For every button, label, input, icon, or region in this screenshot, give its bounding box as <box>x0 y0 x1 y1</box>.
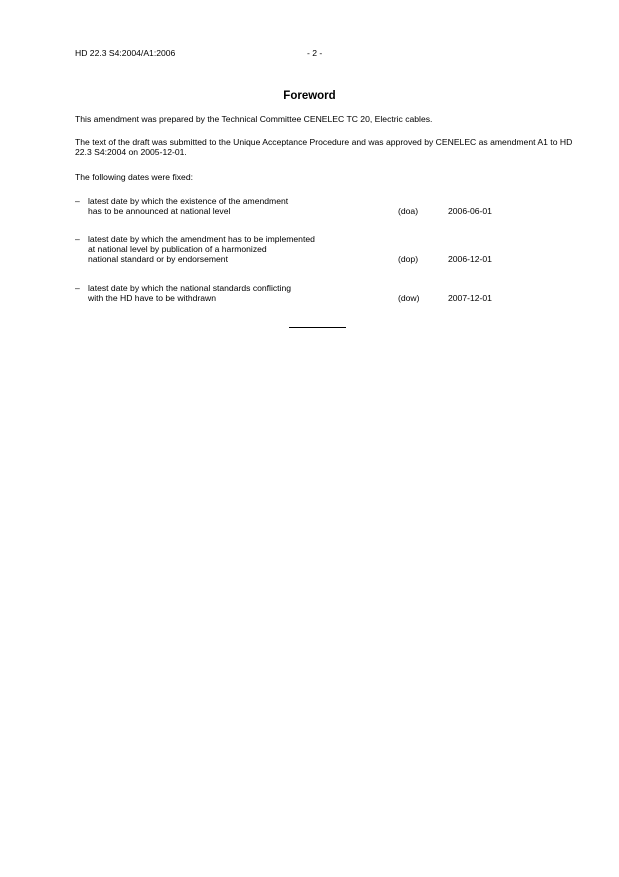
description-line: latest date by which the amendment has to be implemented <box>88 234 315 244</box>
date-value: 2006-06-01 <box>448 206 492 216</box>
date-abbreviation: (dop) <box>398 254 419 264</box>
date-abbreviation: (dow) <box>398 293 420 303</box>
description-line: with the HD have to be withdrawn <box>88 293 217 303</box>
dash-bullet: – <box>75 196 80 206</box>
page-title: Foreword <box>283 90 336 102</box>
end-divider <box>289 327 346 328</box>
description-line: latest date by which the national standards conflicting <box>88 283 292 293</box>
document-reference: HD 22.3 S4:2004/A1:2006 <box>75 48 176 58</box>
description-line: at national level by publication of a harmonized <box>88 244 267 254</box>
dash-bullet: – <box>75 234 80 244</box>
paragraph-dates-intro: The following dates were fixed: <box>75 172 193 182</box>
date-item-description <box>88 283 388 303</box>
date-abbreviation: (doa) <box>398 206 419 216</box>
paragraph-prepared-by: This amendment was prepared by the Technical Committee CENELEC TC 20, Electric cables. <box>75 114 433 124</box>
description-line: has to be announced at national level <box>88 206 231 216</box>
description-line: national standard or by endorsement <box>88 254 228 264</box>
date-value: 2007-12-01 <box>448 293 492 303</box>
description-line: latest date by which the existence of the amendment <box>88 196 289 206</box>
dash-bullet: – <box>75 283 80 293</box>
paragraph-approval: The text of the draft was submitted to the Unique Acceptance Procedure and was approved by CENELEC as amendment A1 to HD 22.3 S4:2004 on 2005-12-01. <box>75 137 573 157</box>
date-item-description <box>88 196 388 216</box>
date-value: 2006-12-01 <box>448 254 492 264</box>
date-item-description <box>88 234 388 264</box>
page-number: - 2 - <box>307 48 323 58</box>
